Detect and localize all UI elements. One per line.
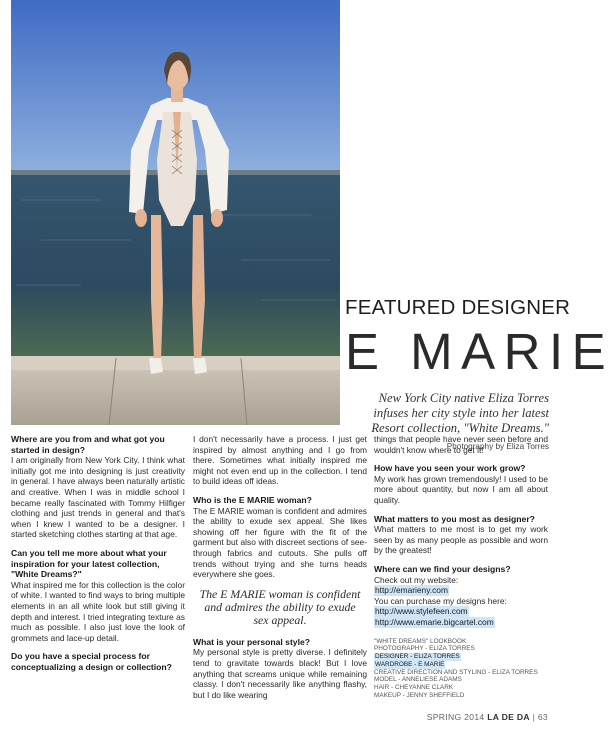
bigcartel-link[interactable]: http://www.emarie.bigcartel.com	[375, 616, 494, 627]
answer-text: My personal style is pretty diverse. I definitely tend to gravitate towards black! But I love anything that screams unique while remaining classy. I don't necessarily like anything flashy, but I do like wearing	[193, 647, 367, 700]
answer-text: You can purchase my designs here:	[374, 595, 507, 606]
question-heading: How have you seen your work grow?	[374, 463, 526, 474]
answer-text: The E MARIE woman is confident and admires the ability to exude sex appeal. She likes showing off her figure with the fit of the garment but also with discreet sections of see-through fabrics and cutouts. She pulls off trends without trying and she turns heads everywhere she goes.	[193, 505, 367, 580]
credit-line: PHOTOGRAPHY - ELIZA TORRES	[374, 645, 475, 653]
folio-separator: |	[532, 712, 536, 722]
page-number: 63	[537, 712, 548, 722]
article-column-1	[11, 434, 185, 672]
answer-text: My work has grown tremendously! I used to be more about quantity, but now I am all about quality.	[374, 473, 548, 505]
credit-line: MODEL - ANNELIESE ADAMS	[374, 676, 462, 684]
stylefeen-link[interactable]: http://www.stylefeen.com	[375, 606, 468, 617]
issue-label: SPRING 2014	[426, 712, 485, 722]
model-photo-illustration	[11, 0, 340, 425]
article-dek: New York City native Eliza Torres infuses her city style into her latest Resort collection, "White Dreams."	[371, 391, 549, 435]
credit-line: MAKEUP - JENNY SHEFFIELD	[374, 692, 465, 700]
seawall	[11, 370, 340, 425]
question-heading: Who is the E MARIE woman?	[193, 494, 312, 505]
answer-text: I don't necessarily have a process. I just get inspired by almost anything and I go from there. Sometimes what initially inspired me might not even end up in the collection. I tend to build ideas off ideas.	[193, 434, 367, 487]
photo-credit: Photography by Eliza Torres	[446, 442, 549, 451]
article-column-2	[193, 434, 367, 708]
hero-photo	[11, 0, 340, 425]
seawall-top	[11, 356, 340, 370]
question-heading: Do you have a special process for conceptualizing a design or collection?	[11, 651, 172, 672]
credit-line: "WHITE DREAMS" LOOKBOOK	[374, 637, 467, 645]
website-link[interactable]: http://emarieny.com	[375, 585, 448, 596]
section-kicker: FEATURED DESIGNER	[345, 296, 571, 319]
answer-text: Check out my website:	[374, 574, 459, 585]
credit-line: WARDROBE - E MARIE	[375, 660, 445, 668]
question-heading: Where are you from and what got you started in design?	[11, 434, 165, 455]
pull-quote: The E MARIE woman is confident and admires the ability to exude sex appeal.	[199, 586, 361, 627]
question-heading: Where can we find your designs?	[374, 563, 511, 574]
question-heading: What matters to you most as designer?	[374, 513, 535, 524]
credit-line: CREATIVE DIRECTION AND STYLING - ELIZA TORRES	[374, 668, 538, 676]
credit-line: HAIR - CHEYANNE CLARK	[374, 684, 454, 692]
credit-line: DESIGNER - ELIZA TORRES	[375, 653, 460, 661]
answer-text: I am originally from New York City. I think what initially got me into designing is just creativity in general. I have always been naturally artistic and creative. When I was in middle school I became really fascinated with Tommy Hilfiger clothing and just trends in general and that's when I knew I wanted to be a designer. I started sketching clothes starting at that age.	[11, 455, 185, 540]
question-heading: Can you tell me more about what your inspiration for your latest collection, "White Dreams?"	[11, 547, 167, 580]
answer-text: things that people have never seen before and wouldn't know where to get it!	[374, 434, 548, 455]
lookbook-credits	[374, 638, 548, 700]
answer-text: What matters to me most is to get my work seen by as many people as possible and worn by the greatest!	[374, 524, 548, 556]
article-column-3	[374, 434, 548, 700]
featured-header	[345, 296, 614, 451]
magazine-name: LA DE DA	[487, 712, 530, 722]
answer-text: What inspired me for this collection is the color of white. I wanted to find ways to bring multiple elements in an all white look but still giving it depth and interest. I tried integrating texture as much as possible. I also just love the look of grommets and lace-up detail.	[11, 579, 185, 643]
page-folio	[427, 712, 548, 722]
question-heading: What is your personal style?	[193, 636, 310, 647]
designer-name: E MARIE	[345, 323, 614, 380]
